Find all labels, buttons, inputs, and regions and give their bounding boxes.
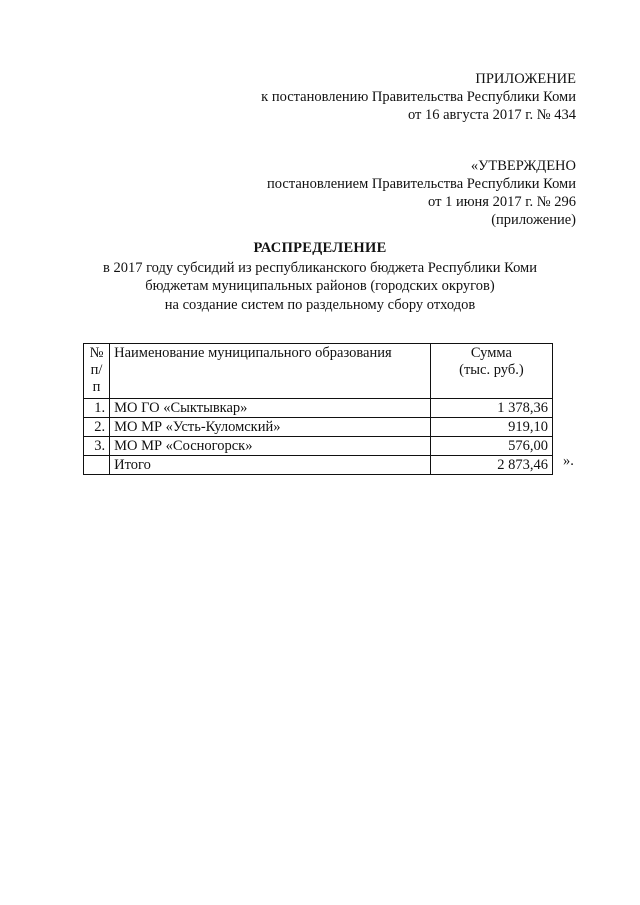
table-total-row [84,456,553,475]
row-number: 1. [84,399,110,418]
approved-resolution-ref: постановлением Правительства Республики Коми [267,176,576,192]
municipality-name: МО ГО «Сыктывкар» [110,399,431,418]
document-heading: РАСПРЕДЕЛЕНИЕ [253,240,387,256]
total-row-number-cell [84,456,110,475]
subsidy-amount: 919,10 [430,418,552,437]
document-subtitle-line-3: на создание систем по раздельному сбору отходов [164,297,476,313]
table-row [84,418,553,437]
table-row [84,399,553,418]
row-number: 3. [84,437,110,456]
subsidy-amount: 576,00 [430,437,552,456]
column-header-sum [430,344,552,399]
total-amount: 2 873,46 [430,456,552,475]
approved-appendix-note: (приложение) [491,212,576,228]
appendix-resolution-ref: к постановлению Правительства Республики Коми [261,89,576,105]
row-number: 2. [84,418,110,437]
distribution-table [83,343,553,475]
appendix-title: ПРИЛОЖЕНИЕ [475,71,576,87]
column-header-number-sign: № [89,345,104,361]
document-subtitle-line-2: бюджетам муниципальных районов (городских округов) [145,278,495,294]
column-header-name: Наименование муниципального образования [110,344,431,399]
table-row [84,437,553,456]
column-header-number-abbr: п/п [90,362,103,395]
appendix-resolution-date: от 16 августа 2017 г. № 434 [407,107,576,123]
column-header-number [84,344,110,399]
approved-title: «УТВЕРЖДЕНО [470,158,576,174]
approved-resolution-date: от 1 июня 2017 г. № 296 [428,194,576,210]
subsidy-amount: 1 378,36 [430,399,552,418]
closing-quote: ». [563,453,574,469]
column-header-sum-unit: (тыс. руб.) [459,362,524,378]
municipality-name: МО МР «Усть-Куломский» [110,418,431,437]
document-subtitle-line-1: в 2017 году субсидий из республиканского бюджета Республики Коми [103,260,537,276]
column-header-sum-label: Сумма [470,345,512,361]
table-header-row [84,344,553,399]
municipality-name: МО МР «Сосногорск» [110,437,431,456]
total-label: Итого [110,456,431,475]
